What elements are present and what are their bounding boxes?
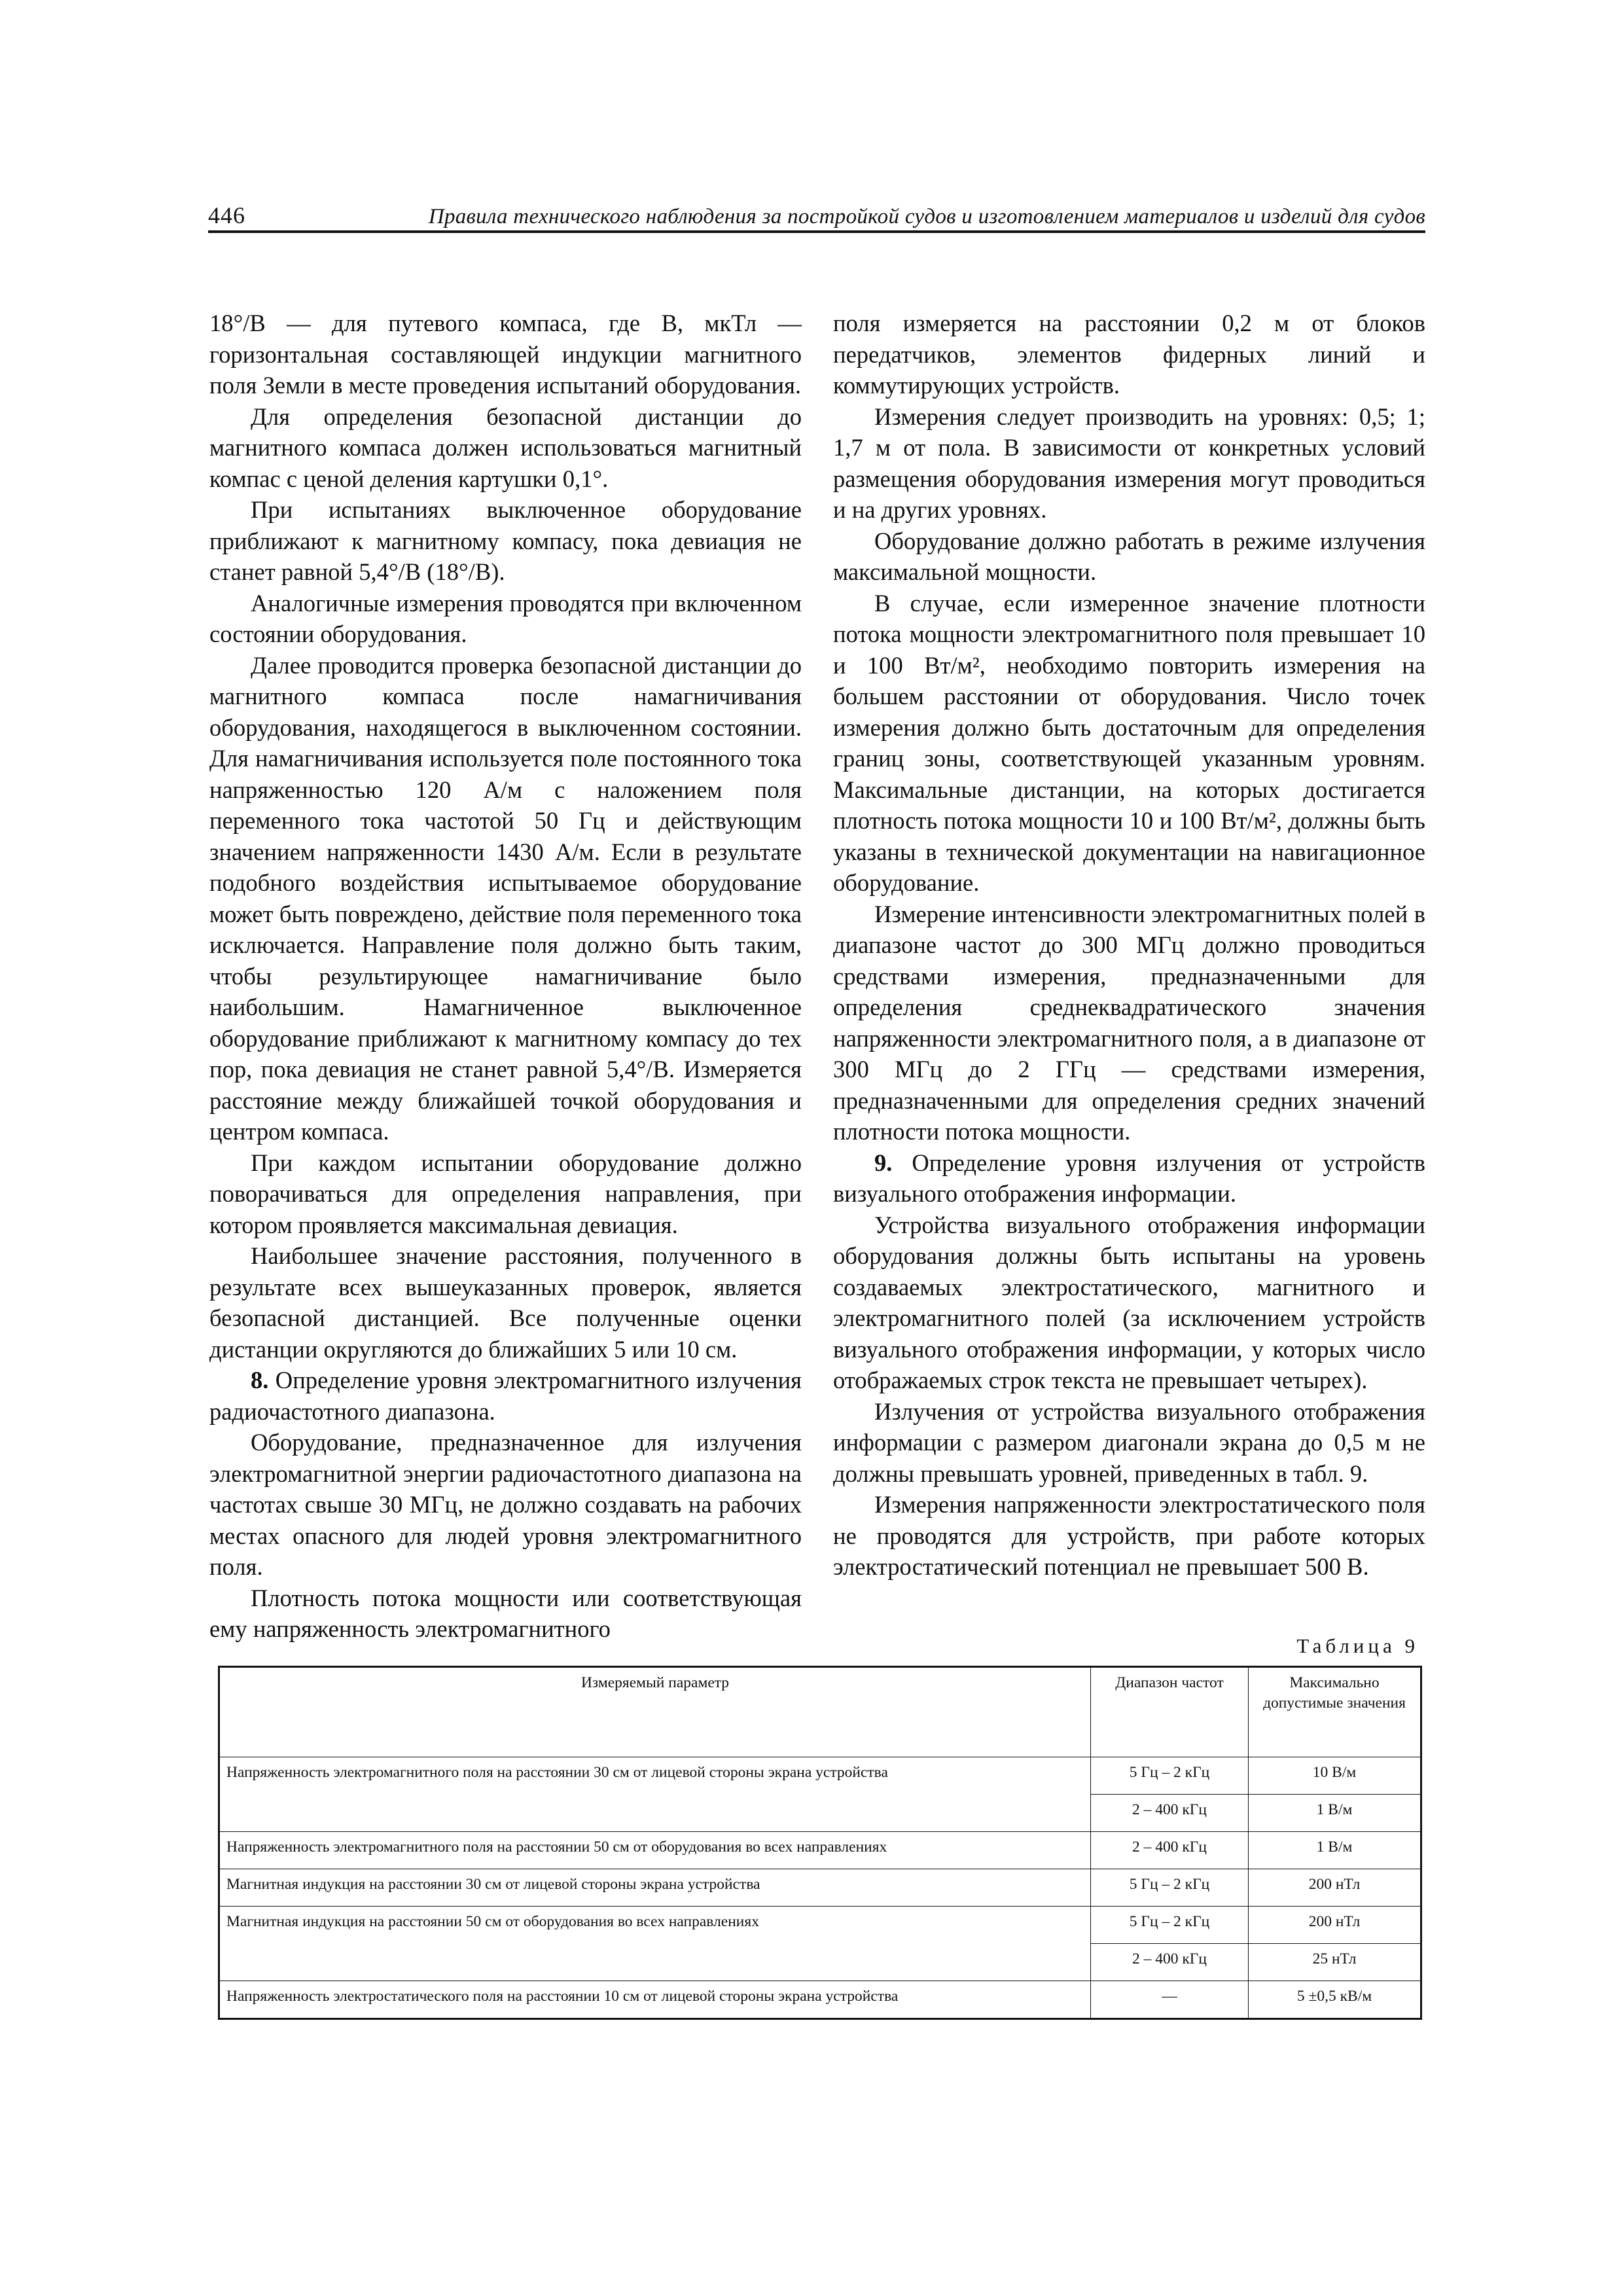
paragraph: При каждом испытании оборудование должно поворачиваться для определения направления, при котором проявляется максимальная девиация.: [209, 1149, 802, 1238]
freq-cell: 5 Гц – 2 кГц: [1091, 1757, 1249, 1795]
left-column: [209, 308, 802, 1645]
paragraph: поля измеряется на расстоянии 0,2 м от блоков передатчиков, элементов фидерных линий и коммутирующих устройств.: [833, 310, 1425, 399]
paragraph: При испытаниях выключенное оборудование приближают к магнитному компасу, пока девиация не станет равной 5,4°/В (18°/В).: [209, 496, 802, 585]
paragraph: Далее проводится проверка безопасной дистанции до магнитного компаса после намагничивания оборудования, находящегося в выключенном состоянии. Для намагничивания используется поле постоянного тока напряженностью 120 А/м с наложением поля переменного тока частотой 50 Гц и действующим значением напряженности 1430 А/м. Если в результате подобного воздействия испытываемое оборудование может быть повреждено, действие поля переменного тока исключается. Направление поля должно быть таким, чтобы результирующее намагничивание было наибольшим. Намагниченное выключенное оборудование приближают к магнитному компасу до тех пор, пока девиация не станет равной 5,4°/В. Измеряется расстояние между ближайшей точкой оборудования и центром компаса.: [209, 651, 802, 1145]
paragraph: Измерения следует производить на уровнях: 0,5; 1; 1,7 м от пола. В зависимости от конкретных условий размещения оборудования измерения могут проводиться и на других уровнях.: [833, 403, 1425, 523]
paragraph: 18°/В — для путевого компаса, где В, мкТл — горизонтальная составляющей индукции магнитного поля Земли в месте проведения испытаний оборудования.: [209, 310, 802, 399]
param-cell: Напряженность электромагнитного поля на расстоянии 30 см от лицевой стороны экрана устройства: [219, 1757, 1091, 1832]
value-cell: 1 В/м: [1249, 1795, 1421, 1832]
section-heading: [833, 1147, 1425, 1210]
freq-cell: 2 – 400 кГц: [1091, 1795, 1249, 1832]
column-header: Измеряемый параметр: [219, 1667, 1091, 1757]
paragraph: Плотность потока мощности или соответствующая ему напряженность электромагнитного: [209, 1584, 802, 1642]
section-title: Определение уровня излучения от устройств визуального отображения информации.: [833, 1149, 1425, 1207]
section-number: 9.: [874, 1149, 893, 1176]
value-cell: 5 ±0,5 кВ/м: [1249, 1981, 1421, 2019]
value-cell: 1 В/м: [1249, 1832, 1421, 1869]
value-cell: 10 В/м: [1249, 1757, 1421, 1795]
column-header: Диапазон частот: [1091, 1667, 1249, 1757]
freq-cell: 5 Гц – 2 кГц: [1091, 1869, 1249, 1907]
section-heading: [209, 1365, 802, 1427]
right-column: [833, 308, 1425, 1583]
param-cell: Магнитная индукция на расстоянии 50 см от оборудования во всех направлениях: [219, 1907, 1091, 1981]
paragraph: Для определения безопасной дистанции до магнитного компаса должен использоваться магнитный компас с ценой деления картушки 0,1°.: [209, 403, 802, 492]
table-row: [219, 1869, 1421, 1907]
paragraph: Устройства визуального отображения информации оборудования должны быть испытаны на уровень создаваемых электростатического, магнитного и электромагнитного полей (за исключением устройств визуального отображения информации, у которых число отображаемых строк текста не превышает четырех).: [833, 1211, 1425, 1393]
table-row: [219, 1981, 1421, 2019]
table-header-row: [219, 1667, 1421, 1757]
freq-cell: 2 – 400 кГц: [1091, 1832, 1249, 1869]
freq-cell: 2 – 400 кГц: [1091, 1944, 1249, 1981]
section-title: Определение уровня электромагнитного излучения радиочастотного диапазона.: [209, 1367, 802, 1425]
paragraph: Измерения напряженности электростатического поля не проводятся для устройств, при работе которых электростатический потенциал не превышает 500 В.: [833, 1491, 1425, 1580]
value-cell: 200 нТл: [1249, 1907, 1421, 1944]
page-number: 446: [208, 202, 245, 228]
paragraph: Оборудование должно работать в режиме излучения максимальной мощности.: [833, 527, 1425, 585]
table-label: Таблица 9: [1296, 1634, 1419, 1657]
freq-cell: —: [1091, 1981, 1249, 2019]
value-cell: 200 нТл: [1249, 1869, 1421, 1907]
limits-table: [218, 1666, 1422, 2020]
value-cell: 25 нТл: [1249, 1944, 1421, 1981]
table-row: [219, 1832, 1421, 1869]
param-cell: Магнитная индукция на расстоянии 30 см от лицевой стороны экрана устройства: [219, 1869, 1091, 1907]
column-header: Максимально допустимые значения: [1249, 1667, 1421, 1757]
table-row: [219, 1907, 1421, 1944]
page-header: [208, 202, 1425, 233]
paragraph: Наибольшее значение расстояния, полученного в результате всех вышеуказанных проверок, является безопасной дистанцией. Все полученные оценки дистанции округляются до ближайших 5 или 10 см.: [209, 1242, 802, 1363]
param-cell: Напряженность электромагнитного поля на расстоянии 50 см от оборудования во всех направлениях: [219, 1832, 1091, 1869]
paragraph: В случае, если измеренное значение плотности потока мощности электромагнитного поля превышает 10 и 100 Вт/м², необходимо повторить измерения на большем расстоянии от оборудования. Число точек измерения должно быть достаточным для определения границ зоны, соответствующей указанным уровням. Максимальные дистанции, на которых достигается плотность потока мощности 10 и 100 Вт/м², должны быть указаны в технической документации на навигационное оборудование.: [833, 589, 1425, 896]
param-cell: Напряженность электростатического поля на расстоянии 10 см от лицевой стороны экрана устройства: [219, 1981, 1091, 2019]
running-title: Правила технического наблюдения за постройкой судов и изготовлением материалов и изделий для судов: [428, 205, 1425, 228]
paragraph: Излучения от устройства визуального отображения информации с размером диагонали экрана до 0,5 м не должны превышать уровней, приведенных в табл. 9.: [833, 1397, 1425, 1487]
section-number: 8.: [251, 1367, 269, 1393]
table-row: [219, 1757, 1421, 1795]
freq-cell: 5 Гц – 2 кГц: [1091, 1907, 1249, 1944]
paragraph: Аналогичные измерения проводятся при включенном состоянии оборудования.: [209, 589, 802, 647]
paragraph: Оборудование, предназначенное для излучения электромагнитной энергии радиочастотного диапазона на частотах свыше 30 МГц, не должно создавать на рабочих местах опасного для людей уровня электромагнитного поля.: [209, 1429, 802, 1580]
paragraph: Измерение интенсивности электромагнитных полей в диапазоне частот до 300 МГц должно проводиться средствами измерения, предназначенными для определения среднеквадратического значения напряженности электромагнитного поля, а в диапазоне от 300 МГц до 2 ГГц — средствами измерения, предназначенными для определения средних значений плотности потока мощности.: [833, 900, 1425, 1145]
